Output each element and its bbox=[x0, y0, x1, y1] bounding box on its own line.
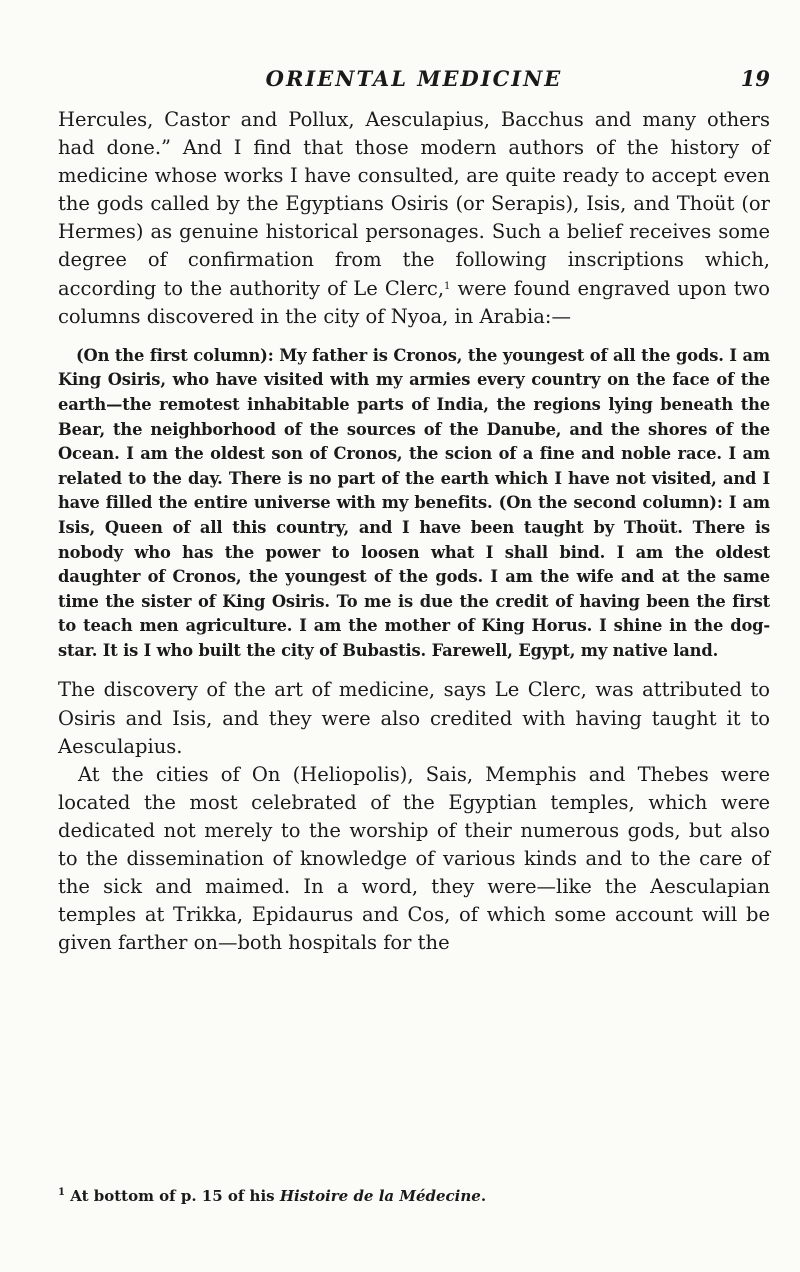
paragraph-3: At the cities of On (Heliopolis), Sais, Memphis and Thebes were located the most celebrated of the Egyptian temples, which were dedicated not merely to the worship of their numerous gods, but also to the dissemination of knowledge of various kinds and to the care of the sick and maimed. In a word, they were—like the Aesculapian temples at Trikka, Epidaurus and Cos, of which some account will be given farther on—both hospitals for the bbox=[58, 762, 770, 955]
page-body bbox=[58, 106, 770, 957]
page-number: 19 bbox=[740, 66, 770, 91]
footnote-text: At bottom of p. 15 of his bbox=[64, 1187, 280, 1205]
paragraph-1-text-continued: were found engraved upon two columns discovered in the city of Nyoa, in Arabia:— bbox=[58, 276, 770, 328]
footnote-mark: 1 bbox=[58, 1187, 65, 1198]
running-head bbox=[58, 66, 770, 96]
paragraph-1-text: Hercules, Castor and Pollux, Aesculapius, Bacchus and many others had done.” And I find that those modern authors of the history of medicine whose works I have consulted, are quite ready to accept even the gods called by the Egyptians Osiris (or Serapis), Isis, and Thoüt (or Hermes) as genuine historical personages. Such a belief receives some degree of confirmation from the following inscriptions which, according to the authority of Le Clerc, bbox=[58, 108, 770, 300]
paragraph-1 bbox=[58, 106, 770, 331]
inscription-quote bbox=[58, 344, 770, 664]
footnote-work-title: Histoire de la Médecine bbox=[279, 1187, 481, 1205]
running-title: ORIENTAL MEDICINE bbox=[265, 66, 563, 91]
footnote-text-end: . bbox=[480, 1187, 487, 1205]
footnote bbox=[58, 1186, 770, 1206]
paragraph-2: The discovery of the art of medicine, says Le Clerc, was attributed to Osiris and Isis, and they were also credited with having taught it to Aesculapius. bbox=[58, 678, 770, 758]
inscription-quote-text: (On the first column): My father is Cronos, the youngest of all the gods. I am King Osiris, who have visited with my armies every country on the face of the earth—the remotest inhabitable parts of India, the regions lying beneath the Bear, the neighborhood of the sources of the Danube, and the shores of the Ocean. I am the oldest son of Cronos, the scion of a fine and noble race. I am related to the day. There is no part of the earth which I have not visited, and I have filled the entire universe with my benefits. (On the second column): I am Isis, Queen of all this country, and I have been taught by Thoüt. There is nobody who has the power to loosen what I shall bind. I am the oldest daughter of Cronos, the youngest of the gods. I am the wife and at the same time the sister of King Osiris. To me is due the credit of having been the first to teach men agriculture. I am the mother of King Horus. I shine in the dog-star. It is I who built the city of Bubastis. Farewell, Egypt, my native land. bbox=[58, 345, 770, 660]
footnote-reference: 1 bbox=[444, 280, 451, 292]
